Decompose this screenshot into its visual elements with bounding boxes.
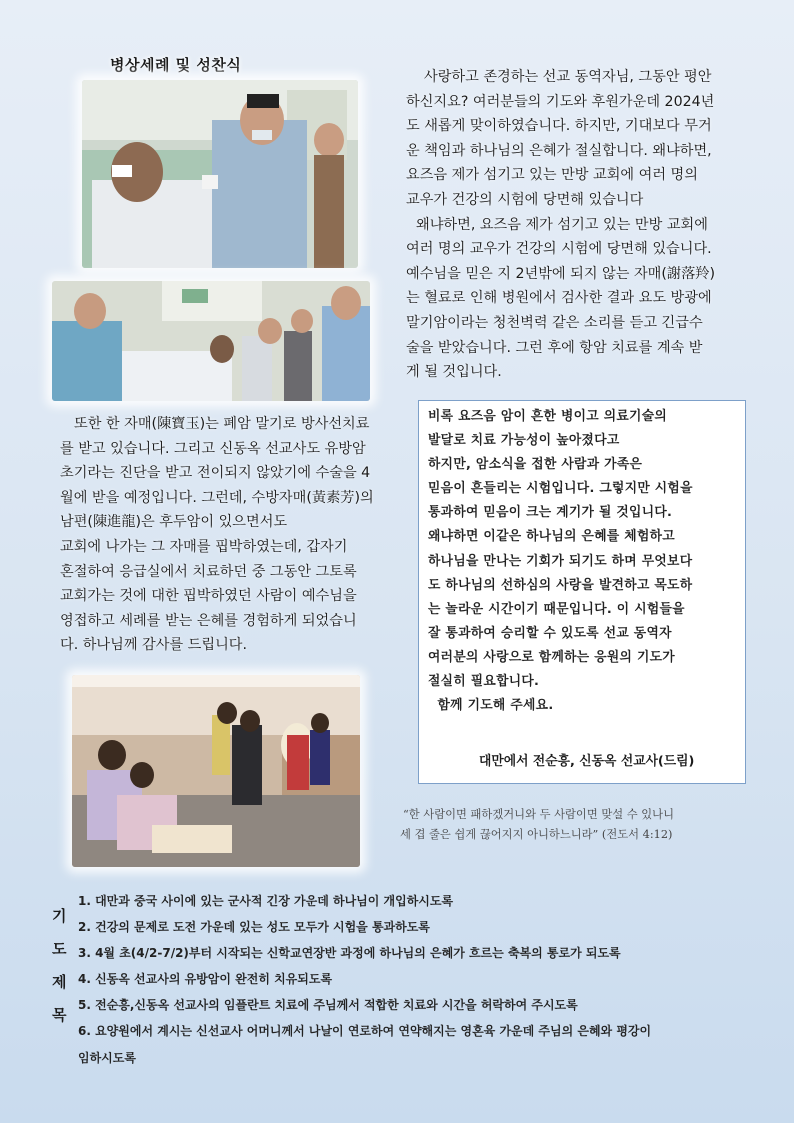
bible-verse xyxy=(400,805,770,845)
intro-line: 예수님을 믿은 지 2년밖에 되지 않는 자매(謝落羚) xyxy=(406,265,716,282)
prayer-list xyxy=(78,888,758,1071)
intro-line: 왜냐하면, 요즈음 제가 섬기고 있는 만방 교회에 xyxy=(416,216,708,233)
intro-line: 게 될 것입니다. xyxy=(406,364,502,381)
signature: 대만에서 전순흥, 신동옥 선교사(드림) xyxy=(479,754,695,769)
left-line: 월에 받을 예정입니다. 그런데, 수방자매(黃素芳)의 xyxy=(60,489,374,506)
photo-communion-image xyxy=(52,281,370,401)
prayer-heading-char: 제 xyxy=(52,973,67,991)
prayer-heading-char: 도 xyxy=(52,940,67,958)
intro-line: 하신지요? 여러분들의 기도와 후원가운데 2024년 xyxy=(406,93,715,110)
left-line: 다. 하나님께 감사를 드립니다. xyxy=(60,637,248,654)
prayer-item: 5. 전순흥,신동옥 선교사의 임플란트 치료에 주님께서 적합한 치료와 시간을 허락하여 주시도록 xyxy=(78,998,578,1013)
left-line: 또한 한 자매(陳寶玉)는 폐암 말기로 방사선치료 xyxy=(74,416,370,432)
intro-paragraph xyxy=(406,65,758,385)
left-line: 남편(陳進龍)은 후두암이 있으면서도 xyxy=(60,514,288,531)
photo-bedside-baptism xyxy=(82,80,358,268)
verse-line-2: 세 겹 줄은 쉽게 끊어지지 아니하느니라” (전도서 4:12) xyxy=(400,828,673,841)
intro-line: 는 혈료로 인해 병원에서 검사한 결과 요도 방광에 xyxy=(406,290,712,307)
prayer-item: 3. 4월 초(4/2-7/2)부터 시작되는 신학교연장반 과정에 하나님의 은혜가 흐르는 축복의 통로가 되도록 xyxy=(78,946,621,961)
note-line: 발달로 치료 가능성이 높아졌다고 xyxy=(428,433,620,449)
note-line: 하나님을 만나는 기회가 되기도 하며 무엇보다 xyxy=(428,553,693,569)
photo-bedside-baptism-image xyxy=(82,80,358,268)
photo-children-activity-image xyxy=(72,675,360,867)
note-line: 비록 요즈음 암이 흔한 병이고 의료기술의 xyxy=(428,409,668,424)
note-line: 는 놀라운 시간이기 때문입니다. 이 시험들을 xyxy=(428,601,685,617)
prayer-item: 1. 대만과 중국 사이에 있는 군사적 긴장 가운데 하나님이 개입하시도록 xyxy=(78,894,454,908)
verse-line-1: “한 사람이면 패하겠거니와 두 사람이면 맞설 수 있나니 xyxy=(403,808,674,821)
prayer-item: 임하시도록 xyxy=(78,1050,136,1065)
left-line: 교회에 나가는 그 자매를 핍박하였는데, 갑자기 xyxy=(60,538,348,555)
intro-line: 운 책임과 하나님의 은혜가 절실합니다. 왜냐하면, xyxy=(406,142,712,159)
prayer-heading-char: 기 xyxy=(52,907,67,925)
page-title: 병상세례 및 성찬식 xyxy=(110,56,242,74)
intro-line: 교우가 건강의 시험에 당면해 있습니다 xyxy=(406,191,644,208)
note-line: 함께 기도해 주세요. xyxy=(428,698,554,714)
intro-line: 사랑하고 존경하는 선교 동역자님, 그동안 평안 xyxy=(424,69,712,85)
prayer-item: 4. 신동옥 선교사의 유방암이 완전히 치유되도록 xyxy=(78,972,333,987)
intro-line: 여러 명의 교우가 건강의 시험에 당면해 있습니다. xyxy=(406,241,712,258)
note-line: 도 하나님의 선하심의 사랑을 발견하고 목도하 xyxy=(428,577,693,593)
left-line: 초기라는 진단을 받고 전이되지 않았기에 수술을 4 xyxy=(60,465,371,482)
note-line: 왜냐하면 이같은 하나님의 은혜를 체험하고 xyxy=(428,529,675,545)
note-line: 하지만, 암소식을 접한 사람과 가족은 xyxy=(428,457,643,473)
prayer-item: 2. 건강의 문제로 도전 가운데 있는 성도 모두가 시험을 통과하도록 xyxy=(78,920,430,935)
note-line: 잘 통과하여 승리할 수 있도록 선교 동역자 xyxy=(428,625,672,641)
left-line: 교회가는 것에 대한 핍박하였던 사람이 예수님을 xyxy=(60,588,357,605)
left-line: 영접하고 세례를 받는 은혜를 경험하게 되었습니 xyxy=(60,612,357,629)
prayer-item: 6. 요양원에서 계시는 신선교사 어머니께서 나날이 연로하여 연약해지는 영혼육 가운데 주님의 은혜와 평강이 xyxy=(78,1024,652,1039)
intro-line: 술을 받았습니다. 그런 후에 항암 치료를 계속 받 xyxy=(406,339,703,356)
intro-line: 도 새롭게 맞이하였습니다. 하지만, 기대보다 무거 xyxy=(406,118,712,135)
photo-communion xyxy=(52,281,370,401)
note-line: 통과하여 믿음이 크는 계기가 될 것입니다. xyxy=(428,505,673,521)
note-line: 여러분의 사랑으로 함께하는 응원의 기도가 xyxy=(428,649,675,665)
left-line: 혼절하여 응급실에서 치료하던 중 그동안 그토록 xyxy=(60,563,357,580)
note-line: 절실히 필요합니다. xyxy=(428,674,540,690)
left-line: 를 받고 있습니다. 그리고 신동옥 선교사도 유방암 xyxy=(60,440,366,457)
prayer-heading-char: 목 xyxy=(52,1006,67,1024)
photo-children-activity xyxy=(72,675,360,867)
prayer-note-box xyxy=(418,400,746,784)
intro-line: 말기암이라는 청천벽력 같은 소리를 듣고 긴급수 xyxy=(406,314,703,331)
intro-line: 요즈음 제가 섬기고 있는 만방 교회에 여러 명의 xyxy=(406,167,698,184)
note-line: 믿음이 흔들리는 시험입니다. 그렇지만 시험을 xyxy=(428,481,693,497)
left-paragraph xyxy=(60,412,400,658)
prayer-heading xyxy=(52,900,66,1032)
